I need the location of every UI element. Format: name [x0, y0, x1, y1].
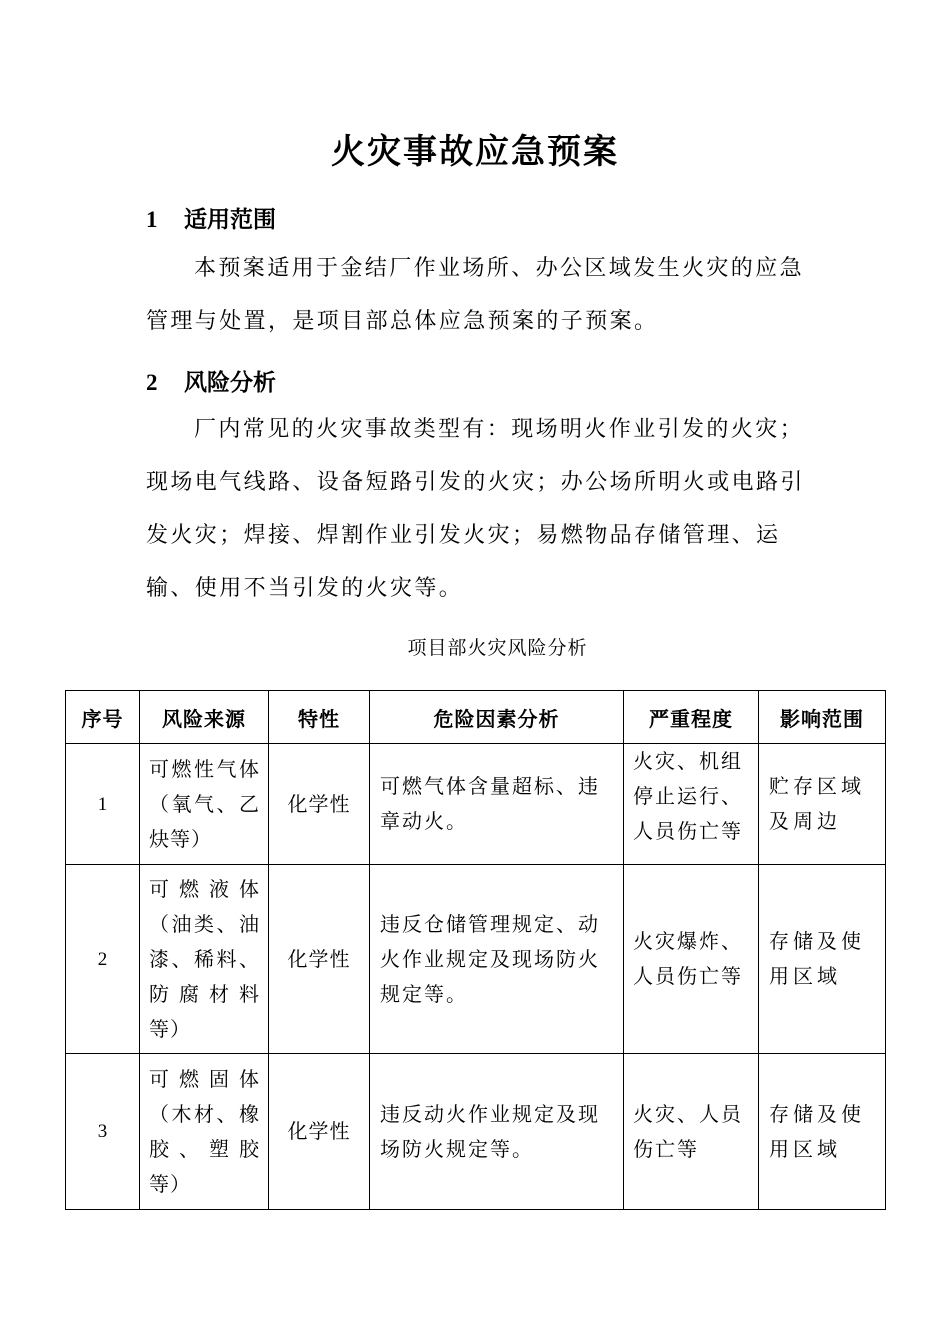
risk-source: 可燃性气体（氧气、乙炔等）	[140, 744, 269, 865]
section-heading-risk	[146, 366, 276, 400]
severity: 火灾、机组停止运行、人员伤亡等	[624, 744, 759, 865]
table-row	[66, 744, 886, 865]
header-cell: 影响范围	[759, 691, 886, 744]
risk-source: 可燃液体（油类、油漆、稀料、防腐材料等）	[140, 865, 269, 1054]
table-caption: 项目部火灾风险分析	[407, 637, 588, 659]
table-header-row	[66, 691, 886, 744]
section-body-risk: 厂内常见的火灾事故类型有：现场明火作业引发的火灾；现场电气线路、设备短路引发的火灾；办公场所明火或电路引发火灾；焊接、焊割作业引发火灾；易燃物品存储管理、运输、使用不当引发的火灾等。	[146, 417, 805, 601]
header-cell: 特性	[269, 691, 370, 744]
risk-property: 化学性	[269, 1054, 370, 1210]
hazard-analysis: 违反动火作业规定及现场防火规定等。	[370, 1054, 624, 1210]
header-cell: 序号	[66, 691, 140, 744]
hazard-analysis: 可燃气体含量超标、违章动火。	[370, 744, 624, 865]
section-number: 2	[146, 370, 158, 395]
impact-scope: 贮存区域及周边	[759, 744, 886, 865]
risk-property: 化学性	[269, 744, 370, 865]
severity: 火灾、人员伤亡等	[624, 1054, 759, 1210]
impact-scope: 存储及使用区域	[759, 865, 886, 1054]
section-heading-scope	[146, 203, 276, 237]
impact-scope: 存储及使用区域	[759, 1054, 886, 1210]
row-number: 2	[66, 865, 140, 1054]
hazard-analysis: 违反仓储管理规定、动火作业规定及现场防火规定等。	[370, 865, 624, 1054]
row-number: 3	[66, 1054, 140, 1210]
table-row	[66, 1054, 886, 1210]
document-title: 火灾事故应急预案	[331, 132, 619, 172]
risk-property: 化学性	[269, 865, 370, 1054]
section-number: 1	[146, 207, 158, 232]
header-cell: 严重程度	[624, 691, 759, 744]
severity: 火灾爆炸、人员伤亡等	[624, 865, 759, 1054]
header-cell: 风险来源	[140, 691, 269, 744]
table-row	[66, 865, 886, 1054]
section-body-scope: 本预案适用于金结厂作业场所、办公区域发生火灾的应急管理与处置，是项目部总体应急预案的子预案。	[146, 256, 805, 334]
risk-analysis-table	[65, 690, 886, 1210]
row-number: 1	[66, 744, 140, 865]
header-cell: 危险因素分析	[370, 691, 624, 744]
section-title: 适用范围	[184, 206, 276, 233]
risk-source: 可燃固体（木材、橡胶、塑胶等）	[140, 1054, 269, 1210]
section-title: 风险分析	[184, 369, 276, 396]
